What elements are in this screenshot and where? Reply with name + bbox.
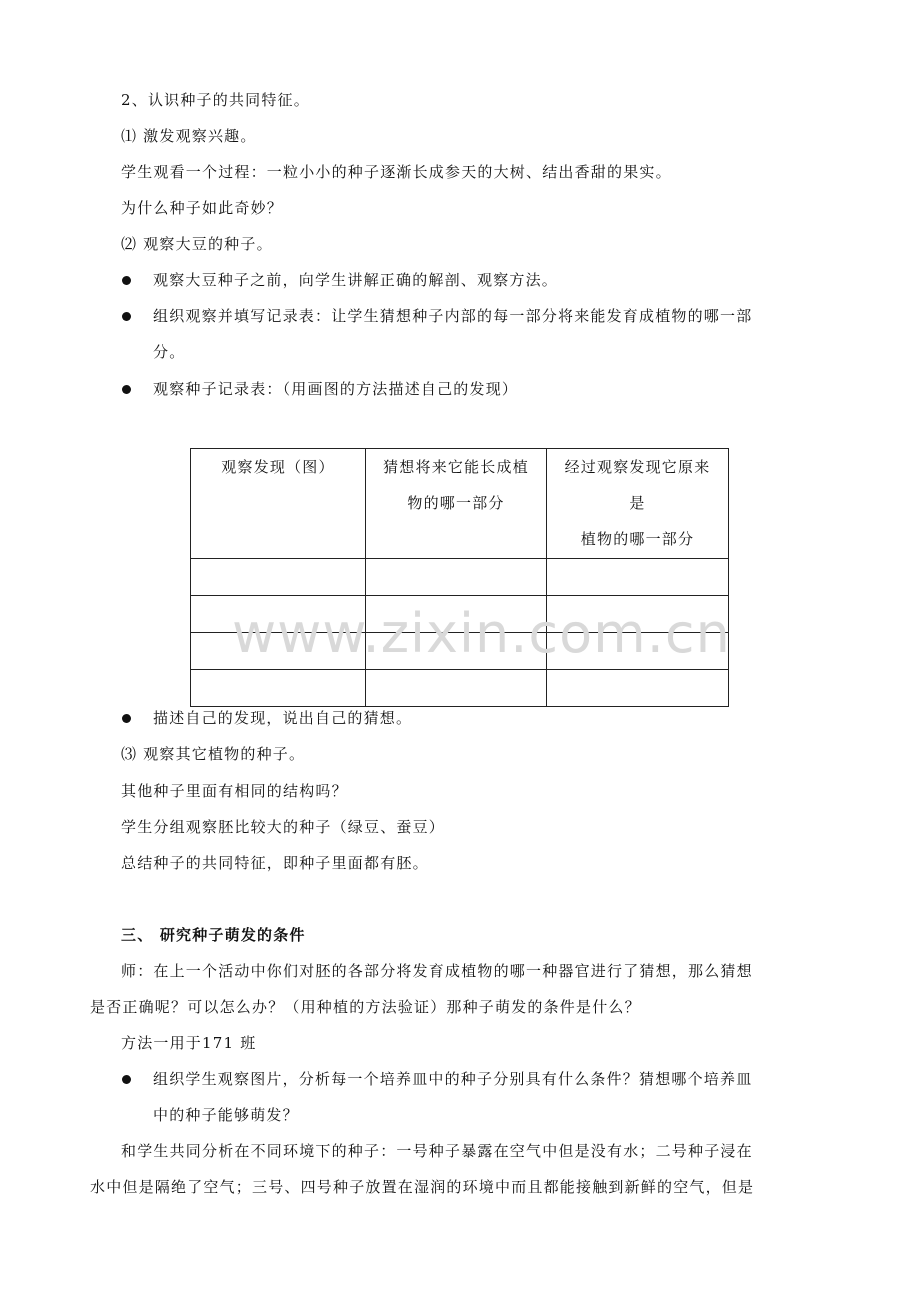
section3-heading: 三、 研究种子萌发的条件 [121, 926, 306, 944]
table-cell [547, 670, 729, 707]
subsection3-title: ⑶ 观察其它植物的种子。 [121, 745, 306, 763]
table-cell [191, 670, 366, 707]
bullet-text: 观察种子记录表：（用画图的方法描述自己的发现） [153, 380, 519, 398]
table-cell [547, 596, 729, 633]
subsection1-title: ⑴ 激发观察兴趣。 [121, 127, 257, 145]
table-cell [366, 670, 547, 707]
bullet-icon [122, 385, 131, 394]
table-header-text: 物的哪一部分 [407, 494, 505, 512]
table-cell [366, 559, 547, 596]
table-header-text: 经过观察发现它原来 [564, 458, 711, 476]
table-cell [547, 559, 729, 596]
table-header-cell [366, 449, 547, 559]
table-cell [191, 559, 366, 596]
table-cell [191, 596, 366, 633]
table-header-text: 是 [629, 494, 646, 512]
table-row [191, 633, 729, 670]
bullet-text: 组织观察并填写记录表：让学生猜想种子内部的每一部分将来能发育成植物的哪一部 [153, 307, 753, 325]
paragraph-text: 水中但是隔绝了空气；三号、四号种子放置在湿润的环境中而且都能接触到新鲜的空气，但是 [90, 1178, 755, 1196]
subsection2-title: ⑵ 观察大豆的种子。 [121, 235, 273, 253]
table-row [191, 596, 729, 633]
observation-record-table [190, 448, 729, 707]
bullet-text: 观察大豆种子之前，向学生讲解正确的解剖、观察方法。 [153, 271, 559, 289]
paragraph-text: 和学生共同分析在不同环境下的种子：一号种子暴露在空气中但是没有水；二号种子浸在 [121, 1142, 753, 1160]
bullet-text: 描述自己的发现，说出自己的猜想。 [153, 709, 413, 727]
paragraph-text: 师：在上一个活动中你们对胚的各部分将发育成植物的哪一种器官进行了猜想，那么猜想 [121, 962, 753, 980]
bullet-text-continued: 分。 [153, 343, 186, 361]
section2-heading: 2、认识种子的共同特征。 [121, 91, 310, 109]
bullet-icon [122, 312, 131, 321]
bullet-icon [122, 276, 131, 285]
table-header-cell [547, 449, 729, 559]
paragraph-text: 总结种子的共同特征，即种子里面都有胚。 [121, 854, 429, 872]
table-header-cell [191, 449, 366, 559]
paragraph-text: 其他种子里面有相同的结构吗？ [121, 782, 348, 800]
table-cell [366, 633, 547, 670]
table-cell [191, 633, 366, 670]
bullet-text-continued: 中的种子能够萌发？ [153, 1106, 299, 1124]
table-row [191, 670, 729, 707]
table-header-text: 植物的哪一部分 [580, 530, 695, 548]
table-cell [366, 596, 547, 633]
table-header-text: 观察发现（图） [221, 458, 335, 476]
paragraph-text: 是否正确呢？可以怎么办？（用种植的方法验证）那种子萌发的条件是什么？ [90, 998, 641, 1016]
bullet-text: 组织学生观察图片，分析每一个培养皿中的种子分别具有什么条件？猜想哪个培养皿 [153, 1070, 753, 1088]
table-header-text: 猜想将来它能长成植 [383, 458, 529, 476]
bullet-icon [122, 714, 131, 723]
method-label: 方法一用于171 班 [121, 1034, 257, 1052]
bullet-icon [122, 1075, 131, 1084]
watermark: www.zixin.com.cn [232, 602, 731, 665]
table-header-row [191, 449, 729, 559]
table-cell [547, 633, 729, 670]
paragraph-text: 学生观看一个过程：一粒小小的种子逐渐长成参天的大树、结出香甜的果实。 [121, 163, 672, 181]
paragraph-text: 为什么种子如此奇妙？ [121, 199, 284, 217]
table-row [191, 559, 729, 596]
paragraph-text: 学生分组观察胚比较大的种子（绿豆、蚕豆） [121, 818, 446, 836]
